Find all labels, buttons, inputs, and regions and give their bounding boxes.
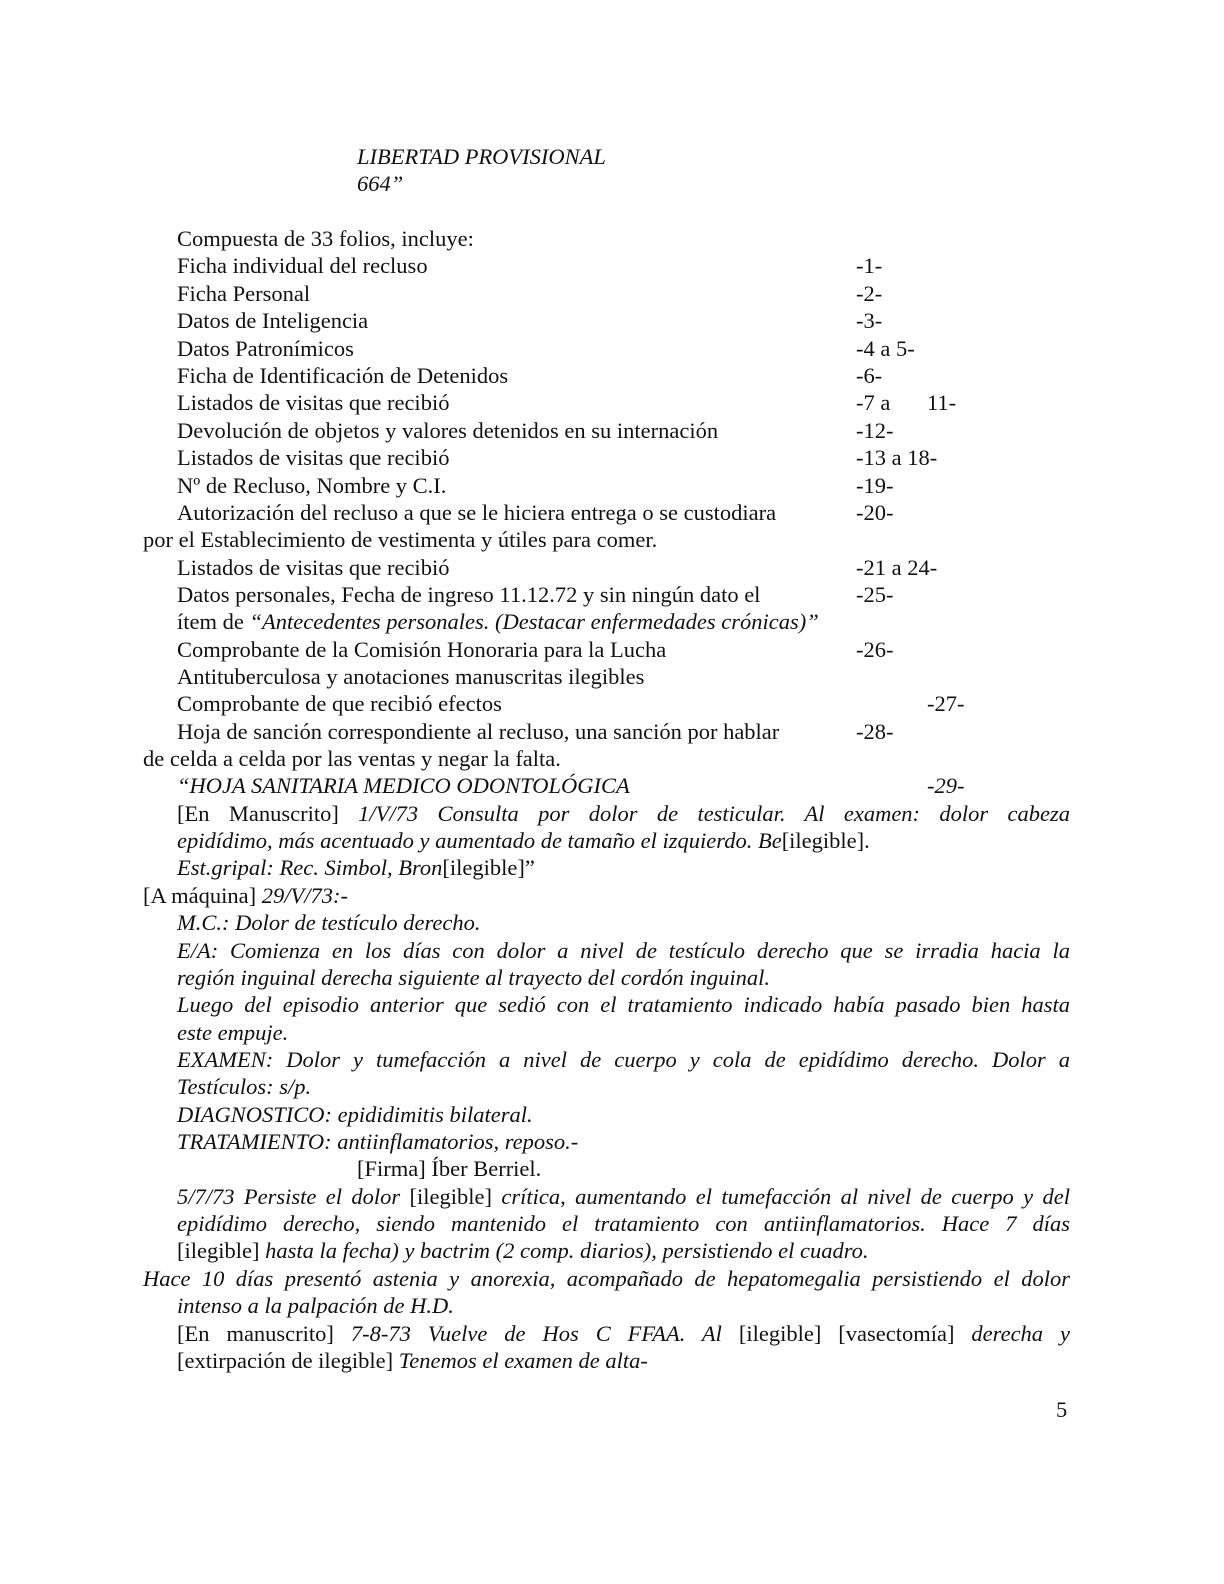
enfermedad-actual-line: región inguinal derecha siguiente al trayecto del cordón inguinal. — [177, 965, 771, 990]
diagnosis: DIAGNOSTICO: epididimitis bilateral. — [177, 1102, 533, 1127]
index-item-continuation — [177, 608, 819, 635]
followup-line — [177, 1237, 869, 1264]
index-item-label: Ficha individual del recluso — [177, 253, 428, 278]
annotation-tag: [extirpación de ilegible] — [177, 1348, 399, 1373]
annotation-tag: [En manuscrito] — [177, 1321, 351, 1346]
enfermedad-actual-line: E/A: Comienza en los días con dolor a nivel de testículo derecho que se irradia hacia la — [177, 938, 1070, 963]
evolution-line: Luego del episodio anterior que sedió con el tratamiento indicado había pasado bien hasta — [177, 992, 1070, 1017]
index-item-label: Ficha de Identificación de Detenidos — [177, 363, 509, 388]
note-text: epidídimo, más acentuado y aumentado de tamaño el izquierdo. Be — [177, 828, 782, 853]
index-item-label: Ficha Personal — [177, 281, 311, 306]
note-text: 7-8-73 Vuelve de Hos C FFAA. Al — [350, 1321, 739, 1346]
index-item-folio: -7 a — [856, 390, 891, 415]
typed-entry-heading — [143, 882, 348, 909]
page-number: 5 — [1056, 1397, 1068, 1422]
index-item-label: Datos personales, Fecha de ingreso 11.12.72 y sin ningún dato el — [177, 582, 761, 607]
index-item-folio: -27- — [927, 691, 965, 716]
entry-date: 29/V/73:- — [261, 883, 348, 908]
manuscript-note-line — [177, 854, 535, 881]
annotation-tag: [ilegible] — [177, 1238, 266, 1263]
index-item-label: Nº de Recluso, Nombre y C.I. — [177, 473, 447, 498]
manuscript-note-line — [177, 1347, 648, 1374]
index-item-folio: -25- — [856, 582, 894, 607]
followup-line: epidídimo derecho, siendo mantenido el tratamiento con antiinflamatorios. Hace 7 días — [177, 1211, 1070, 1236]
note-text: Est.gripal: Rec. Simbol, Bron — [177, 855, 443, 880]
annotation-tag: [A máquina] — [143, 883, 262, 908]
index-item-folio: -26- — [856, 637, 894, 662]
exam-line: EXAMEN: Dolor y tumefacción a nivel de cuerpo y cola de epidídimo derecho. Dolor a — [177, 1047, 1070, 1072]
index-item-folio: -20- — [856, 500, 894, 525]
annotation-tag: [ilegible] — [409, 1184, 502, 1209]
index-item-label: Datos de Inteligencia — [177, 308, 369, 333]
index-item-label: Listados de visitas que recibió — [177, 445, 450, 470]
evolution-line: este empuje. — [177, 1020, 289, 1045]
index-item-continuation-text: ítem de — [177, 609, 250, 634]
note-text: derecha y — [971, 1321, 1070, 1346]
index-item-continuation-quote: “Antecedentes personales. (Destacar enfermedades crónicas)” — [249, 609, 819, 634]
note-text: Tenemos el examen de alta- — [398, 1348, 648, 1373]
annotation-tag: [En Manuscrito] — [177, 801, 359, 826]
index-item-continuation: por el Establecimiento de vestimenta y útiles para comer. — [143, 527, 658, 552]
annotation-tag: [ilegible] [vasectomía] — [738, 1321, 972, 1346]
motivo-consulta: M.C.: Dolor de testículo derecho. — [177, 910, 481, 935]
index-item-label: “HOJA SANITARIA MEDICO ODONTOLÓGICA — [177, 773, 630, 798]
index-intro: Compuesta de 33 folios, incluye: — [177, 226, 474, 251]
note-text: crítica, aumentando el tumefacción al nivel de cuerpo y del — [501, 1184, 1070, 1209]
index-item-folio: -12- — [856, 418, 894, 443]
index-item-folio: -3- — [856, 308, 883, 333]
index-item-folio: -13 a 18- — [856, 445, 938, 470]
manuscript-note-line — [177, 800, 1070, 827]
manuscript-note-line — [177, 1320, 1070, 1347]
index-item-continuation: Antituberculosa y anotaciones manuscritas ilegibles — [177, 664, 645, 689]
followup-line: Hace 10 días presentó astenia y anorexia, acompañado de hepatomegalia persistiendo el dolor — [143, 1266, 1070, 1291]
doc-title: LIBERTAD PROVISIONAL — [357, 144, 606, 169]
index-item-label: Datos Patronímicos — [177, 336, 354, 361]
index-item-folio: -19- — [856, 473, 894, 498]
index-item-folio-end: 11- — [927, 390, 957, 415]
followup-line — [177, 1183, 1070, 1210]
index-item-label: Comprobante de la Comisión Honoraria para la Lucha — [177, 637, 667, 662]
index-item-label: Devolución de objetos y valores detenidos en su internación — [177, 418, 719, 443]
index-item-folio: -21 a 24- — [856, 555, 938, 580]
index-item-folio: -6- — [856, 363, 883, 388]
note-text: 5/7/73 Persiste el dolor — [177, 1184, 410, 1209]
note-text: 1/V/73 Consulta por dolor de testicular. Al examen: dolor cabeza — [358, 801, 1070, 826]
index-item-label: Hoja de sanción correspondiente al recluso, una sanción por hablar — [177, 719, 780, 744]
annotation-tag: [ilegible]. — [781, 828, 870, 853]
index-item-folio: -28- — [856, 719, 894, 744]
index-item-folio: -4 a 5- — [856, 336, 915, 361]
index-item-continuation: de celda a celda por las ventas y negar la falta. — [143, 746, 561, 771]
index-item-folio: -2- — [856, 281, 883, 306]
annotation-tag: [ilegible]” — [442, 855, 535, 880]
index-item-label: Autorización del recluso a que se le hiciera entrega o se custodiara — [177, 500, 777, 525]
exam-line: Testículos: s/p. — [177, 1074, 312, 1099]
index-item-folio: -29- — [927, 773, 965, 798]
index-item-folio: -1- — [856, 253, 883, 278]
index-item-label: Listados de visitas que recibió — [177, 390, 450, 415]
index-item-label: Comprobante de que recibió efectos — [177, 691, 502, 716]
followup-line: intenso a la palpación de H.D. — [177, 1293, 454, 1318]
index-item-label: Listados de visitas que recibió — [177, 555, 450, 580]
manuscript-note-line — [177, 827, 870, 854]
signature: [Firma] Íber Berriel. — [357, 1156, 542, 1181]
note-text: hasta la fecha) y bactrim (2 comp. diarios), persistiendo el cuadro. — [265, 1238, 869, 1263]
treatment: TRATAMIENTO: antiinflamatorios, reposo.- — [177, 1129, 579, 1154]
doc-number: 664” — [357, 171, 404, 196]
